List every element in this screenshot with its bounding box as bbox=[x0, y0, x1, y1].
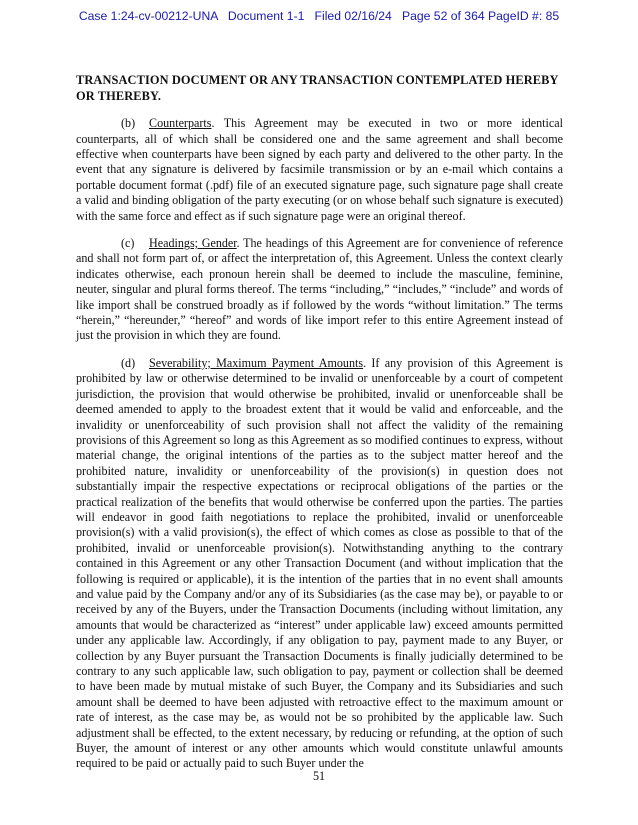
section-body: . This Agreement may be executed in two or more identical counterparts, all of which shall be considered one and the same agreement and shall become effective when counterparts have been signed by each party and delivered to the other party. In the event that any signature is delivered by facsimile transmission or by an e-mail which contains a portable document format (.pdf) file of an executed signature page, such signature page shall create a valid and binding obligation of the party executing (or on whose behalf such signature is executed) with the same force and effect as if such signature page were an original thereof. bbox=[76, 116, 563, 223]
section-body: . If any provision of this Agreement is prohibited by law or otherwise determined to be invalid or unenforceable by a court of competent jurisdiction, the provision that would otherwise be prohibited, invalid or unenforceable shall be deemed amended to apply to the broadest extent that it would be valid and enforceable, and the invalidity or unenforceability of such provision shall not affect the validity of the remaining provisions of this Agreement so long as this Agreement as so modified continues to express, without material change, the original intentions of the parties as to the subject matter hereof and the prohibited nature, invalidity or unenforceability of the provision(s) in question does not substantially impair the respective expectations or reciprocal obligations of the parties or the practical realization of the benefits that would otherwise be conferred upon the parties. The parties will endeavor in good faith negotiations to replace the prohibited, invalid or unenforceable provision(s) with a valid provision(s), the effect of which comes as close as possible to that of the prohibited, invalid or unenforceable provision(s). Notwithstanding anything to the contrary contained in this Agreement or any other Transaction Document (and without implication that the following is required or applicable), it is the intention of the parties that in no event shall amounts and value paid by the Company and/or any of its Subsidiaries (as the case may be), or payable to or received by any of the Buyers, under the Transaction Documents (including without limitation, any amounts that would be characterized as “interest” under applicable law) exceed amounts permitted under any applicable law. Accordingly, if any obligation to pay, payment made to any Buyer, or collection by any Buyer pursuant the Transaction Documents is finally judicially determined to be contrary to any such applicable law, such obligation to pay, payment or collection shall be deemed to have been made by mutual mistake of such Buyer, the Company and its Subsidiaries and such amount shall be deemed to have been adjusted with retroactive effect to the maximum amount or rate of interest, as the case may be, as would not be so prohibited by the applicable law. Such adjustment shall be effected, to the extent necessary, by reducing or refunding, at the option of such Buyer, the amount of interest or any other amounts which would constitute unlawful amounts required to be paid or actually paid to such Buyer under the bbox=[76, 355, 563, 771]
section-heading: Severability; Maximum Payment Amounts bbox=[149, 355, 364, 370]
section-label: (d) bbox=[121, 355, 136, 370]
section-title-continuation: TRANSACTION DOCUMENT OR ANY TRANSACTION CONTEMPLATED HEREBY OR THEREBY. bbox=[76, 73, 559, 103]
document-page bbox=[76, 73, 563, 784]
section-label: (b) bbox=[121, 116, 136, 131]
section-headings-gender bbox=[76, 236, 563, 344]
section-severability bbox=[76, 356, 563, 772]
section-body: . The headings of this Agreement are for convenience of reference and shall not form part of, or affect the interpretation of, this Agreement. Unless the context clearly indicates otherwise, each pronoun herein shall be deemed to include the masculine, feminine, neuter, singular and plural forms thereof. The terms “including,” “includes,” “include” and words of like import shall be construed broadly as if followed by the words “without limitation.” The terms “herein,” “hereunder,” “hereof” and words of like import refer to this entire Agreement instead of just the provision in which they are found. bbox=[76, 236, 563, 343]
court-filing-stamp: Case 1:24-cv-00212-UNA Document 1-1 Filed 02/16/24 Page 52 of 364 PageID #: 85 bbox=[78, 9, 560, 23]
section-counterparts bbox=[76, 116, 563, 224]
section-heading: Headings; Gender bbox=[149, 236, 237, 251]
section-label: (c) bbox=[121, 236, 135, 251]
section-heading: Counterparts bbox=[149, 116, 212, 131]
page-number: 51 bbox=[312, 769, 326, 783]
